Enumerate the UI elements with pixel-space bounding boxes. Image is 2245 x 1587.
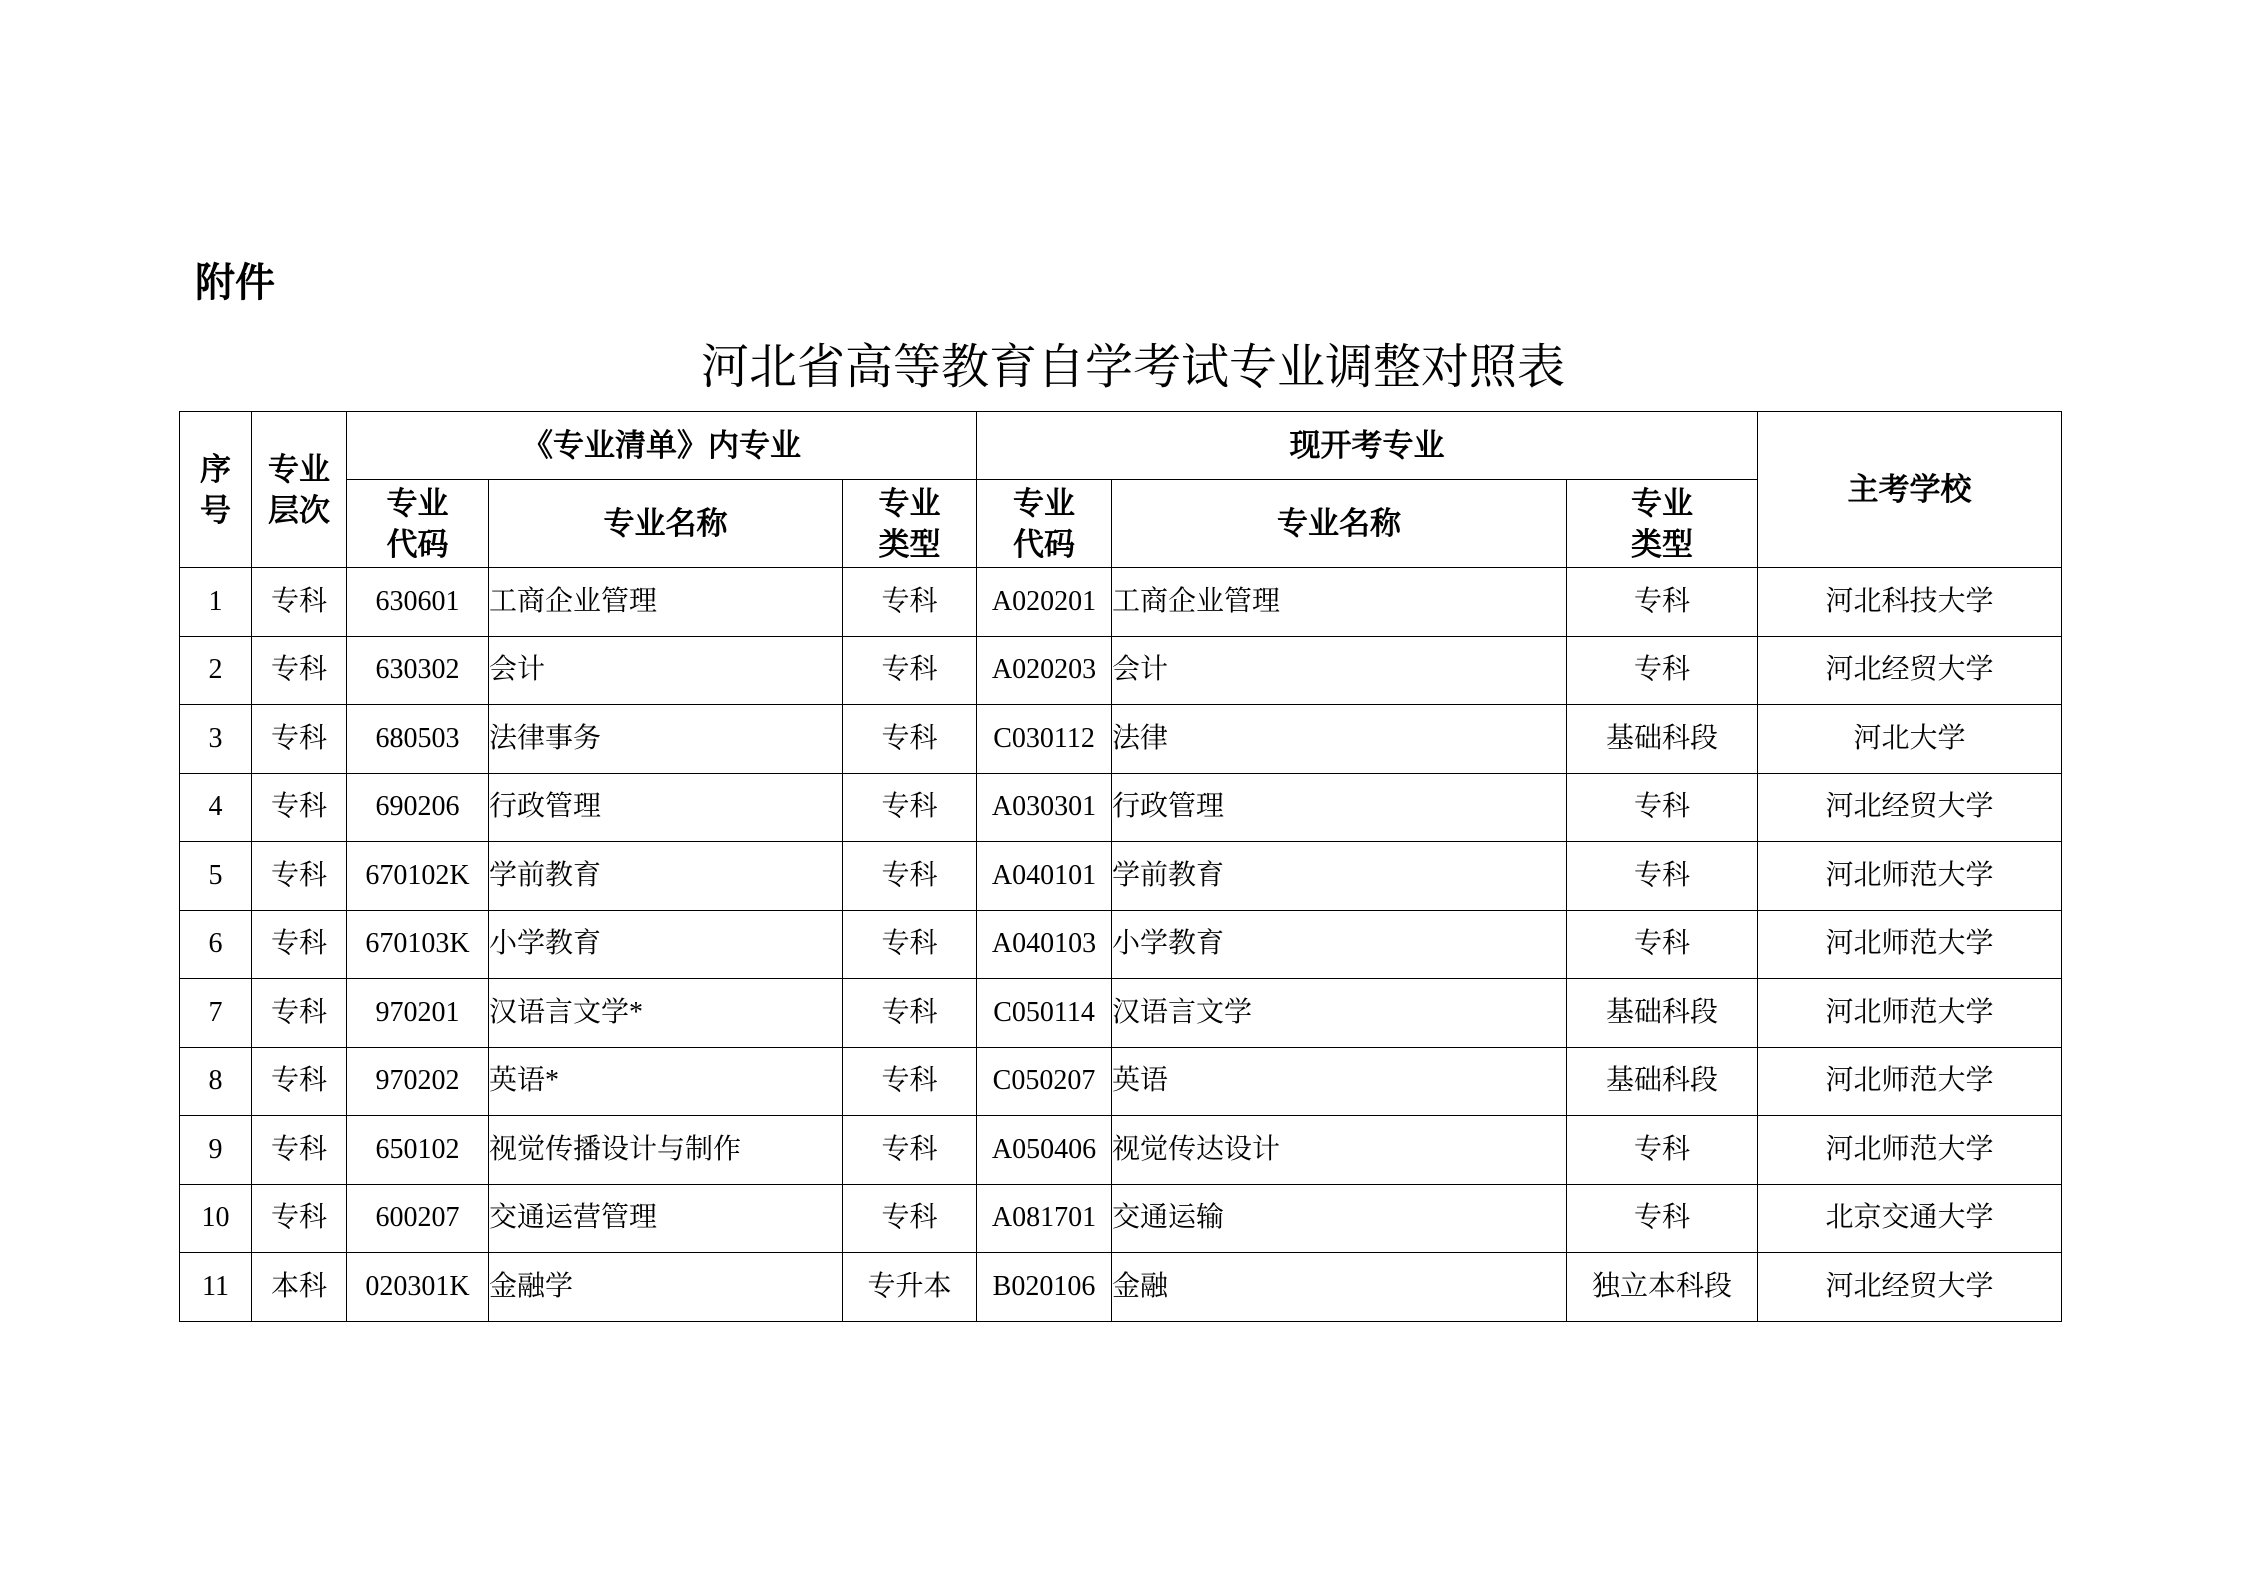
cell-seq: 7 [180,979,252,1048]
cell-list-code: 690206 [347,773,489,842]
cell-school: 河北师范大学 [1758,1047,2062,1116]
cell-current-name: 小学教育 [1112,910,1567,979]
cell-list-name: 行政管理 [489,773,843,842]
header-current-name: 专业名称 [1112,480,1567,568]
cell-list-name: 视觉传播设计与制作 [489,1116,843,1185]
cell-current-name: 工商企业管理 [1112,568,1567,637]
cell-list-code: 680503 [347,705,489,774]
cell-list-type: 专科 [843,705,977,774]
cell-current-name: 交通运输 [1112,1184,1567,1253]
header-current-code-label: 专业代码 [1013,485,1076,562]
table-row [180,1047,2062,1116]
cell-list-type: 专科 [843,1116,977,1185]
cell-current-type: 专科 [1567,773,1758,842]
header-list-code-label: 专业代码 [386,485,449,562]
cell-seq: 4 [180,773,252,842]
table-row [180,1184,2062,1253]
cell-seq: 2 [180,636,252,705]
cell-current-type: 独立本科段 [1567,1253,1758,1322]
cell-current-name: 行政管理 [1112,773,1567,842]
document-title: 河北省高等教育自学考试专业调整对照表 [700,341,1565,394]
cell-list-code: 970202 [347,1047,489,1116]
table-row [180,1116,2062,1185]
cell-current-code: B020106 [977,1253,1112,1322]
header-seq-label: 序号 [199,451,231,528]
cell-current-name: 学前教育 [1112,842,1567,911]
cell-school: 河北科技大学 [1758,568,2062,637]
cell-seq: 10 [180,1184,252,1253]
cell-seq: 8 [180,1047,252,1116]
table-row [180,979,2062,1048]
cell-list-type: 专科 [843,910,977,979]
cell-current-code: C030112 [977,705,1112,774]
cell-level: 专科 [252,1047,347,1116]
cell-current-code: A020203 [977,636,1112,705]
cell-level: 本科 [252,1253,347,1322]
cell-current-name: 英语 [1112,1047,1567,1116]
cell-current-type: 专科 [1567,568,1758,637]
header-level-label: 专业层次 [268,451,330,528]
cell-current-type: 基础科段 [1567,1047,1758,1116]
table-row [180,636,2062,705]
cell-school: 河北经贸大学 [1758,636,2062,705]
cell-level: 专科 [252,1184,347,1253]
cell-school: 河北大学 [1758,705,2062,774]
cell-current-type: 专科 [1567,910,1758,979]
cell-level: 专科 [252,979,347,1048]
cell-list-type: 专科 [843,842,977,911]
comparison-table [179,411,2062,1322]
table-row [180,705,2062,774]
cell-school: 河北师范大学 [1758,1116,2062,1185]
cell-list-type: 专科 [843,1184,977,1253]
cell-school: 河北师范大学 [1758,910,2062,979]
cell-current-type: 专科 [1567,842,1758,911]
cell-current-type: 专科 [1567,636,1758,705]
cell-school: 河北师范大学 [1758,842,2062,911]
cell-current-code: A040103 [977,910,1112,979]
cell-list-type: 专科 [843,568,977,637]
table-row [180,773,2062,842]
header-list-name: 专业名称 [489,480,843,568]
cell-current-code: A050406 [977,1116,1112,1185]
cell-list-code: 970201 [347,979,489,1048]
cell-seq: 5 [180,842,252,911]
cell-list-code: 630601 [347,568,489,637]
cell-list-name: 小学教育 [489,910,843,979]
cell-list-name: 金融学 [489,1253,843,1322]
header-current-group: 现开考专业 [977,412,1758,480]
cell-list-code: 600207 [347,1184,489,1253]
cell-list-name: 工商企业管理 [489,568,843,637]
header-level [252,412,347,568]
cell-current-code: A030301 [977,773,1112,842]
table-body [180,568,2062,1322]
cell-list-name: 交通运营管理 [489,1184,843,1253]
cell-current-name: 法律 [1112,705,1567,774]
cell-seq: 11 [180,1253,252,1322]
cell-list-name: 会计 [489,636,843,705]
cell-current-type: 基础科段 [1567,979,1758,1048]
cell-current-code: A040101 [977,842,1112,911]
cell-list-code: 670103K [347,910,489,979]
cell-seq: 3 [180,705,252,774]
cell-current-code: C050207 [977,1047,1112,1116]
attachment-label: 附件 [195,261,275,305]
cell-list-code: 020301K [347,1253,489,1322]
header-list-code [347,480,489,568]
table-row [180,842,2062,911]
cell-list-type: 专科 [843,979,977,1048]
table-header [180,412,2062,568]
cell-level: 专科 [252,910,347,979]
cell-school: 河北师范大学 [1758,979,2062,1048]
cell-list-type: 专科 [843,773,977,842]
header-school: 主考学校 [1758,412,2062,568]
cell-current-name: 会计 [1112,636,1567,705]
cell-current-name: 汉语言文学 [1112,979,1567,1048]
header-current-type-label: 专业类型 [1631,485,1694,562]
cell-current-name: 视觉传达设计 [1112,1116,1567,1185]
cell-level: 专科 [252,705,347,774]
header-list-group: 《专业清单》内专业 [347,412,977,480]
header-seq [180,412,252,568]
header-current-code [977,480,1112,568]
cell-list-name: 英语* [489,1047,843,1116]
cell-list-type: 专科 [843,1047,977,1116]
header-list-type [843,480,977,568]
table-row [180,568,2062,637]
cell-level: 专科 [252,773,347,842]
cell-list-type: 专科 [843,636,977,705]
cell-level: 专科 [252,636,347,705]
cell-seq: 1 [180,568,252,637]
cell-current-name: 金融 [1112,1253,1567,1322]
cell-list-name: 汉语言文学* [489,979,843,1048]
cell-list-name: 学前教育 [489,842,843,911]
cell-list-code: 630302 [347,636,489,705]
cell-list-code: 670102K [347,842,489,911]
cell-current-type: 专科 [1567,1116,1758,1185]
cell-level: 专科 [252,568,347,637]
table-row [180,1253,2062,1322]
header-list-type-label: 专业类型 [878,485,941,562]
cell-level: 专科 [252,1116,347,1185]
cell-level: 专科 [252,842,347,911]
cell-current-type: 专科 [1567,1184,1758,1253]
cell-list-code: 650102 [347,1116,489,1185]
cell-current-code: A081701 [977,1184,1112,1253]
cell-school: 北京交通大学 [1758,1184,2062,1253]
cell-list-name: 法律事务 [489,705,843,774]
header-row-groups [180,412,2062,480]
cell-current-type: 基础科段 [1567,705,1758,774]
cell-school: 河北经贸大学 [1758,1253,2062,1322]
cell-seq: 9 [180,1116,252,1185]
table-row [180,910,2062,979]
cell-current-code: C050114 [977,979,1112,1048]
cell-school: 河北经贸大学 [1758,773,2062,842]
header-current-type [1567,480,1758,568]
cell-current-code: A020201 [977,568,1112,637]
cell-list-type: 专升本 [843,1253,977,1322]
cell-seq: 6 [180,910,252,979]
